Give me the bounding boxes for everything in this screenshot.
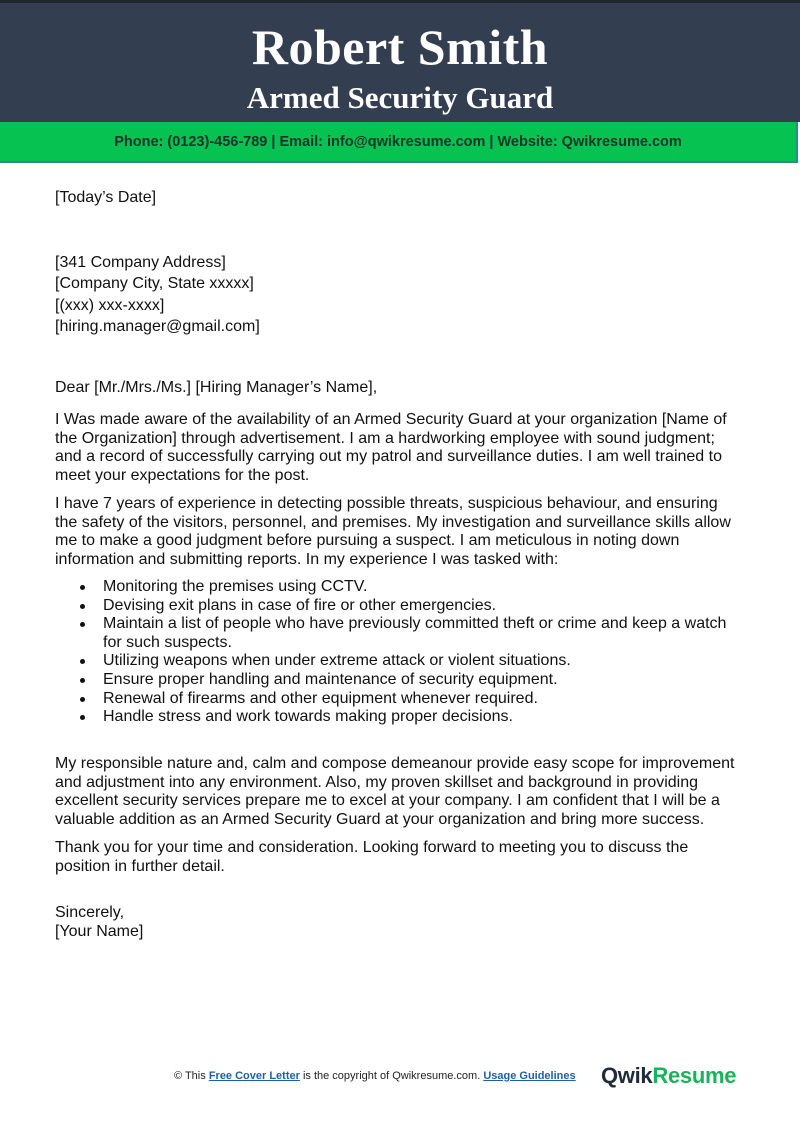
paragraph-line: meet your expectations for the post. bbox=[55, 466, 310, 484]
logo-part-qwik: Qwik bbox=[601, 1063, 653, 1088]
bullet-icon bbox=[80, 622, 85, 627]
list-item bbox=[55, 671, 755, 690]
list-item bbox=[55, 597, 755, 616]
salutation-text: Dear [Mr./Mrs./Ms.] [Hiring Manager’s Name], bbox=[55, 379, 378, 396]
paragraph-line: information and submitting reports. In my experience I was tasked with: bbox=[55, 550, 559, 568]
list-item-text: Utilizing weapons when under extreme attack or violent situations. bbox=[103, 652, 571, 670]
recipient-city: [Company City, State xxxxx] bbox=[55, 275, 254, 293]
bullet-icon bbox=[80, 697, 85, 702]
paragraph-line: Thank you for your time and consideration. Looking forward to meeting you to discuss the bbox=[55, 839, 689, 856]
copyright-middle: is the copyright of Qwikresume.com. bbox=[299, 1070, 484, 1082]
sign-off bbox=[55, 904, 755, 941]
list-item-text: Devising exit plans in case of fire or other emergencies. bbox=[103, 596, 497, 614]
letter-date bbox=[55, 189, 755, 208]
list-item-text: Ensure proper handling and maintenance of security equipment. bbox=[103, 670, 558, 688]
paragraph-line: the Organization] through advertisement. I am a hardworking employee with sound judgment; bbox=[55, 429, 715, 447]
job-title: Armed Security Guard bbox=[246, 80, 554, 115]
copyright-prefix: © This bbox=[174, 1070, 209, 1082]
closing-text: Sincerely, bbox=[55, 904, 125, 921]
paragraph-line: I have 7 years of experience in detecting possible threats, suspicious behaviour, and ensuring bbox=[55, 495, 718, 512]
list-item-text: Maintain a list of people who have previously committed theft or crime and keep a watch bbox=[103, 615, 727, 633]
list-item bbox=[55, 578, 755, 597]
recipient-address: [341 Company Address] bbox=[55, 254, 226, 271]
recipient-block bbox=[55, 252, 755, 337]
list-item-text: Renewal of firearms and other equipment whenever required. bbox=[103, 689, 538, 707]
candidate-name: Robert Smith bbox=[251, 19, 549, 75]
bullet-icon bbox=[80, 678, 85, 683]
bullet-icon bbox=[80, 659, 85, 664]
paragraph-thanks bbox=[55, 839, 755, 876]
recipient-phone: [(xxx) xxx-xxxx] bbox=[55, 296, 165, 314]
paragraph-line: me to make a good judgment before pursuing a suspect. I am meticulous in noting down bbox=[55, 532, 680, 550]
list-item-text: for such suspects. bbox=[103, 633, 232, 651]
logo-part-resume: Resume bbox=[652, 1063, 737, 1088]
paragraph-experience bbox=[55, 495, 755, 569]
contact-bar: Phone: (0123)-456-789 | Email: info@qwikresume.com | Website: Qwikresume.com bbox=[0, 122, 798, 163]
list-item bbox=[55, 690, 755, 709]
list-item bbox=[55, 652, 755, 671]
salutation bbox=[55, 379, 755, 398]
free-cover-letter-link[interactable]: Free Cover Letter bbox=[208, 1070, 300, 1082]
paragraph-line: excellent security services prepare me to excel at your company. I am confident that I will be a bbox=[55, 792, 720, 810]
list-item bbox=[55, 615, 755, 652]
bullet-icon bbox=[80, 715, 85, 720]
header-banner bbox=[0, 0, 800, 122]
copyright-note bbox=[174, 1069, 576, 1083]
duties-list bbox=[55, 578, 755, 727]
qwikresume-logo[interactable] bbox=[601, 1063, 736, 1089]
paragraph-line: My responsible nature and, calm and compose demeanour provide easy scope for improvement bbox=[55, 755, 735, 772]
list-item-text: Handle stress and work towards making proper decisions. bbox=[103, 708, 513, 726]
paragraph-qualities bbox=[55, 755, 755, 829]
paragraph-line: the safety of the visitors, personnel, and premises. My investigation and surveillance skills allow bbox=[55, 513, 731, 531]
recipient-email: [hiring.manager@gmail.com] bbox=[55, 317, 260, 335]
list-item-text: Monitoring the premises using CCTV. bbox=[103, 578, 368, 595]
signature-text: [Your Name] bbox=[55, 922, 144, 940]
usage-guidelines-link[interactable]: Usage Guidelines bbox=[483, 1070, 576, 1082]
date-text: [Today’s Date] bbox=[55, 189, 157, 206]
paragraph-line: position in further detail. bbox=[55, 857, 225, 875]
paragraph-intro bbox=[55, 411, 755, 485]
paragraph-line: and adjustment into any environment. Also, my proven skillset and background in providing bbox=[55, 773, 699, 791]
list-item bbox=[55, 708, 755, 727]
bullet-icon bbox=[80, 604, 85, 609]
paragraph-line: I Was made aware of the availability of an Armed Security Guard at your organization [Name of bbox=[55, 411, 727, 428]
paragraph-line: and a record of successfully carrying out my patrol and surveillance duties. I am well trained to bbox=[55, 448, 722, 466]
bullet-icon bbox=[80, 585, 85, 590]
paragraph-line: valuable addition as an Armed Security Guard at your organization and bring more success. bbox=[55, 810, 705, 828]
